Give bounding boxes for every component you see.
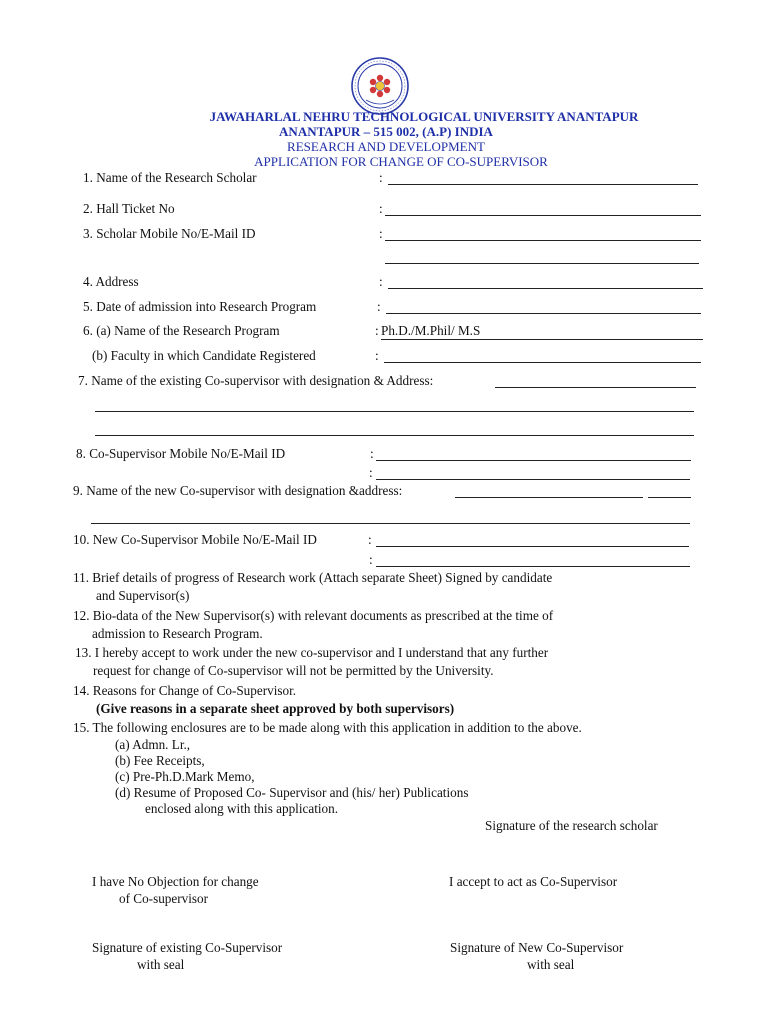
colon: :: [379, 170, 383, 185]
field-label-admission-date: 5. Date of admission into Research Program: [83, 299, 317, 314]
item-13-line-1: 13. I hereby accept to work under the new co-supervisor and I understand that any further: [75, 645, 549, 660]
enclosure-d: (d) Resume of Proposed Co- Supervisor and (his/ her) Publications: [115, 785, 469, 800]
form-title: APPLICATION FOR CHANGE OF CO-SUPERVISOR: [254, 154, 548, 169]
colon: :: [368, 532, 372, 547]
colon: :: [370, 446, 374, 461]
field-label-scholar-contact: 3. Scholar Mobile No/E-Mail ID: [83, 226, 256, 241]
field-label-scholar-name: 1. Name of the Research Scholar: [83, 170, 257, 185]
colon: :: [379, 226, 383, 241]
existing-cosupervisor-input-line-2[interactable]: [95, 411, 694, 412]
scholar-contact-input-line-2[interactable]: [385, 263, 699, 264]
item-14-line-1: 14. Reasons for Change of Co-Supervisor.: [73, 683, 297, 698]
new-cosupervisor-input-line-2[interactable]: [91, 523, 690, 524]
item-15-line-1: 15. The following enclosures are to be made along with this application in addition to the above.: [73, 720, 582, 735]
colon: :: [379, 201, 383, 216]
field-label-address: 4. Address: [83, 274, 139, 289]
new-cosupervisor-signature-label: Signature of New Co-Supervisor: [450, 940, 624, 955]
scholar-name-input-line[interactable]: [388, 184, 698, 185]
existing-cosupervisor-seal-label: with seal: [137, 957, 185, 972]
new-cosupervisor-input-line[interactable]: [455, 497, 643, 498]
no-objection-line-2: of Co-supervisor: [119, 891, 209, 906]
field-label-existing-cosupervisor: 7. Name of the existing Co-supervisor with designation & Address:: [78, 373, 434, 388]
hall-ticket-input-line[interactable]: [385, 215, 701, 216]
university-name: JAWAHARLAL NEHRU TECHNOLOGICAL UNIVERSITY ANANTAPUR: [209, 109, 639, 124]
enclosure-a: (a) Admn. Lr.,: [115, 737, 191, 752]
accept-cosupervisor-label: I accept to act as Co-Supervisor: [449, 874, 618, 889]
enclosure-d-line-2: enclosed along with this application.: [145, 801, 339, 816]
faculty-input-line[interactable]: [384, 362, 701, 363]
department-name: RESEARCH AND DEVELOPMENT: [287, 139, 485, 154]
item-14-line-2: (Give reasons in a separate sheet approved by both supervisors): [96, 701, 455, 716]
colon: :: [379, 274, 383, 289]
university-address: ANANTAPUR – 515 002, (A.P) INDIA: [279, 124, 493, 139]
field-label-hall-ticket: 2. Hall Ticket No: [83, 201, 175, 216]
item-13-line-2: request for change of Co-supervisor will not be permitted by the University.: [93, 663, 494, 678]
new-cosupervisor-input-line-b[interactable]: [648, 497, 691, 498]
cosupervisor-contact-input-line-2[interactable]: [376, 479, 690, 480]
colon: :: [375, 348, 379, 363]
item-12-line-2: admission to Research Program.: [92, 626, 263, 641]
cosupervisor-contact-input-line[interactable]: [376, 460, 691, 461]
enclosure-b: (b) Fee Receipts,: [115, 753, 205, 768]
field-label-research-program: 6. (a) Name of the Research Program: [83, 323, 280, 338]
enclosure-c: (c) Pre-Ph.D.Mark Memo,: [115, 769, 255, 784]
admission-date-input-line[interactable]: [386, 313, 701, 314]
existing-cosupervisor-signature-label: Signature of existing Co-Supervisor: [92, 940, 283, 955]
research-program-value[interactable]: Ph.D./M.Phil/ M.S: [381, 323, 703, 340]
item-12-line-1: 12. Bio-data of the New Supervisor(s) with relevant documents as prescribed at the time of: [73, 608, 554, 623]
new-cosupervisor-contact-input-line-2[interactable]: [376, 566, 690, 567]
field-label-new-cosupervisor-contact: 10. New Co-Supervisor Mobile No/E-Mail ID: [73, 532, 317, 547]
item-11-line-2: and Supervisor(s): [96, 588, 190, 603]
colon: :: [377, 299, 381, 314]
item-11-line-1: 11. Brief details of progress of Research work (Attach separate Sheet) Signed by candidate: [73, 570, 553, 585]
scholar-signature-label: Signature of the research scholar: [485, 818, 658, 833]
existing-cosupervisor-input-line-3[interactable]: [95, 435, 694, 436]
field-label-cosupervisor-contact: 8. Co-Supervisor Mobile No/E-Mail ID: [76, 446, 286, 461]
colon: :: [369, 552, 373, 567]
new-cosupervisor-contact-input-line[interactable]: [376, 546, 689, 547]
colon: :: [375, 323, 379, 338]
field-label-faculty: (b) Faculty in which Candidate Registered: [92, 348, 316, 363]
scholar-contact-input-line[interactable]: [385, 240, 701, 241]
university-seal-icon: [350, 56, 410, 116]
field-label-new-cosupervisor: 9. Name of the new Co-supervisor with designation &address:: [73, 483, 403, 498]
address-input-line[interactable]: [388, 288, 703, 289]
colon: :: [369, 465, 373, 480]
new-cosupervisor-seal-label: with seal: [527, 957, 575, 972]
existing-cosupervisor-input-line[interactable]: [495, 387, 696, 388]
no-objection-line-1: I have No Objection for change: [92, 874, 259, 889]
